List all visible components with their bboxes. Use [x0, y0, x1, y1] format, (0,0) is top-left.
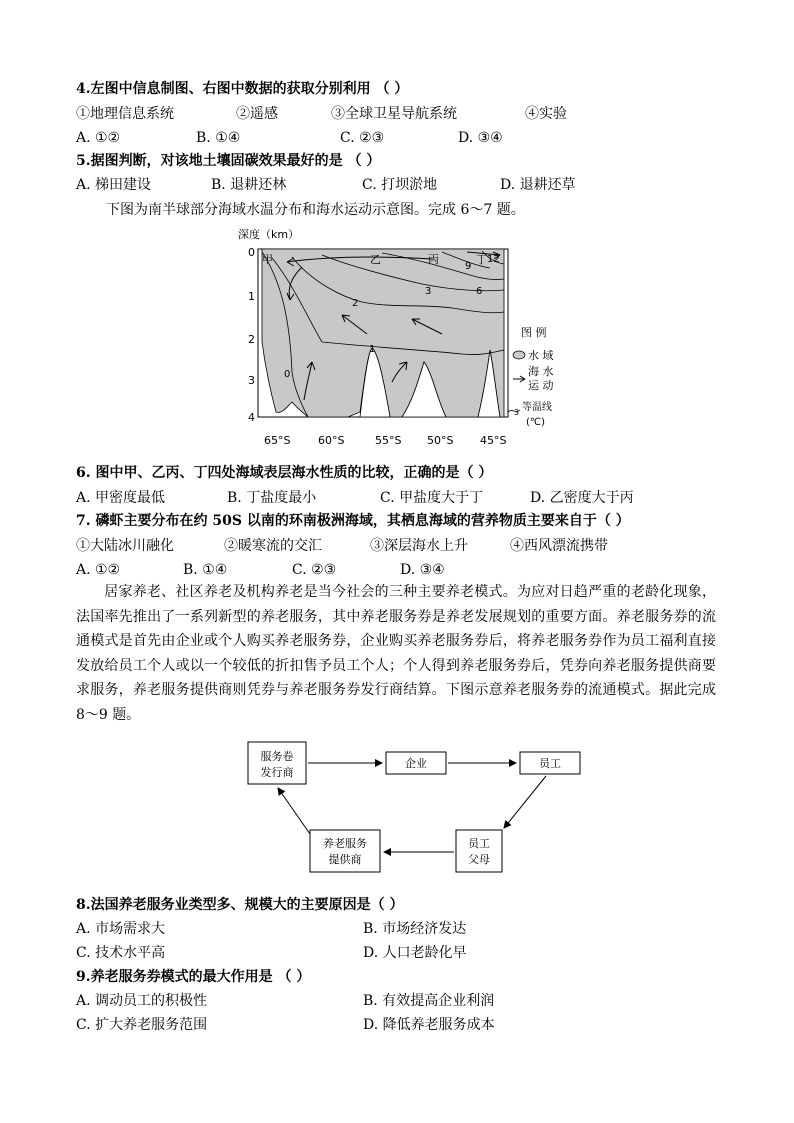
q7-option-c[interactable]: C. ②③ — [292, 562, 337, 578]
isotherm-label: 0 — [284, 369, 291, 380]
isotherm-label: 2 — [352, 298, 359, 309]
intro-6-7: 下图为南半球部分海域水温分布和海水运动示意图。完成 6～7 题。 — [106, 202, 525, 218]
arrow-provider-issuer — [278, 788, 310, 834]
legend-arrow — [513, 376, 525, 382]
legend-current: 运 动 — [528, 379, 554, 392]
issuer-label: 发行商 — [260, 766, 294, 779]
point-yi: 乙 — [370, 253, 381, 266]
q9-option-c[interactable]: C. 扩大养老服务范围 — [76, 1017, 208, 1033]
legend-isotherm: 等温线 — [522, 402, 552, 413]
x-tick: 45°S — [480, 434, 507, 447]
q9-stem: 9.养老服务券模式的最大作用是 （ ） — [76, 969, 311, 985]
isotherm-label: 9 — [465, 261, 472, 272]
q9-option-b[interactable]: B. 有效提高企业利润 — [363, 993, 495, 1009]
isotherm-label: 3 — [425, 286, 432, 297]
q5-option-c[interactable]: C. 打坝淤地 — [362, 177, 438, 193]
q4-option-a[interactable]: A. ①② — [76, 130, 121, 146]
employee-label: 员工 — [539, 757, 561, 770]
legend-title: 图 例 — [521, 326, 547, 339]
y-tick: 0 — [248, 246, 255, 259]
q4-option-b[interactable]: B. ①④ — [196, 130, 241, 146]
point-jia: 甲 — [262, 253, 273, 266]
legend-isotherm-sample: 3 — [514, 408, 520, 417]
isotherm-label: 1 — [369, 344, 376, 355]
y-tick: 3 — [248, 374, 255, 387]
issuer-label: 服务卷 — [260, 750, 294, 763]
parents-label: 父母 — [468, 853, 490, 866]
passage-8-9: 居家养老、社区养老及机构养老是当今社会的三种主要养老模式。为应对日趋严重的老龄化现象，法国率先推出了一系列新型的养老服务，其中养老服务券是养老发展规划的重要方面。养老服务券的流通模式是首先由企业或个人购买养老服务券，企业购买养老服务券后，将养老服务券作为员工福利直接发放给员工个人或以一个较低的折扣售予员工个人；个人得到养老服务券后，凭券向养老服务提供商要求服务，养老服务提供商则凭券与养老服务券发行商结算。下图示意养老服务券的流通模式。据此完成 8～9 题。 — [76, 584, 716, 723]
legend-current: 海 水 — [528, 365, 554, 378]
q5-option-b[interactable]: B. 退耕还林 — [211, 177, 287, 193]
q4-option-c[interactable]: C. ②③ — [340, 130, 385, 146]
q8-option-d[interactable]: D. 人口老龄化早 — [363, 945, 467, 961]
ocean-temperature-figure — [232, 222, 562, 452]
legend-water: 水 域 — [528, 349, 554, 362]
q7-item-4: ④西风漂流携带 — [510, 538, 608, 554]
q4-item-1: ①地理信息系统 — [76, 106, 174, 122]
arrow-employee-parents — [504, 776, 546, 828]
q4-stem: 4.左图中信息制图、右图中数据的获取分别利用 （ ） — [76, 81, 409, 97]
x-tick: 55°S — [375, 434, 402, 447]
point-bing: 丙 — [428, 253, 439, 266]
q8-option-c[interactable]: C. 技术水平高 — [76, 945, 166, 961]
x-tick: 50°S — [427, 434, 454, 447]
isotherm-label: 6 — [476, 286, 483, 297]
point-ding: 丁 — [476, 253, 487, 266]
q7-item-2: ②暖寒流的交汇 — [224, 538, 322, 554]
q5-option-a[interactable]: A. 梯田建设 — [76, 177, 152, 193]
ocean-ylabel: 深度（km） — [238, 228, 300, 241]
q6-option-c[interactable]: C. 甲盐度大于丁 — [380, 490, 484, 506]
q6-option-d[interactable]: D. 乙密度大于丙 — [530, 490, 634, 506]
y-tick: 2 — [248, 333, 255, 346]
q6-option-a[interactable]: A. 甲密度最低 — [76, 490, 166, 506]
x-tick: 60°S — [318, 434, 345, 447]
q9-option-a[interactable]: A. 调动员工的积极性 — [76, 993, 208, 1009]
q4-item-3: ③全球卫星导航系统 — [331, 106, 457, 122]
q4-option-d[interactable]: D. ③④ — [458, 130, 503, 146]
parents-label: 员工 — [468, 837, 490, 850]
q7-item-1: ①大陆冰川融化 — [76, 538, 174, 554]
q7-option-b[interactable]: B. ①④ — [183, 562, 228, 578]
legend-water-swatch — [513, 351, 525, 359]
y-tick: 1 — [248, 290, 255, 303]
q4-item-2: ②遥感 — [236, 106, 278, 122]
q7-stem: 7. 磷虾主要分布在约 50S 以南的环南极洲海域，其栖息海域的营养物质主要来自于（ ） — [76, 513, 630, 529]
q6-option-b[interactable]: B. 丁盐度最小 — [227, 490, 317, 506]
q4-item-4: ④实验 — [525, 106, 567, 122]
q5-stem: 5.据图判断，对该地土壤固碳效果最好的是 （ ） — [76, 153, 381, 169]
y-tick: 4 — [248, 411, 255, 424]
q7-item-3: ③深层海水上升 — [370, 538, 468, 554]
x-tick: 65°S — [264, 434, 291, 447]
voucher-flow-diagram — [238, 736, 588, 884]
q8-option-a[interactable]: A. 市场需求大 — [76, 921, 166, 937]
provider-label: 提供商 — [328, 853, 362, 866]
q8-stem: 8.法国养老服务业类型多、规模大的主要原因是（ ） — [76, 897, 404, 913]
isotherm-label: 12 — [487, 254, 500, 265]
q7-option-a[interactable]: A. ①② — [76, 562, 121, 578]
q5-option-d[interactable]: D. 退耕还草 — [500, 177, 576, 193]
legend-isotherm-unit: (℃) — [526, 417, 546, 428]
q9-option-d[interactable]: D. 降低养老服务成本 — [363, 1017, 495, 1033]
enterprise-label: 企业 — [405, 757, 427, 770]
q8-option-b[interactable]: B. 市场经济发达 — [363, 921, 467, 937]
q6-stem: 6. 图中甲、乙丙、丁四处海域表层海水性质的比较，正确的是（ ） — [76, 465, 493, 481]
q7-option-d[interactable]: D. ③④ — [400, 562, 445, 578]
provider-label: 养老服务 — [323, 837, 367, 850]
